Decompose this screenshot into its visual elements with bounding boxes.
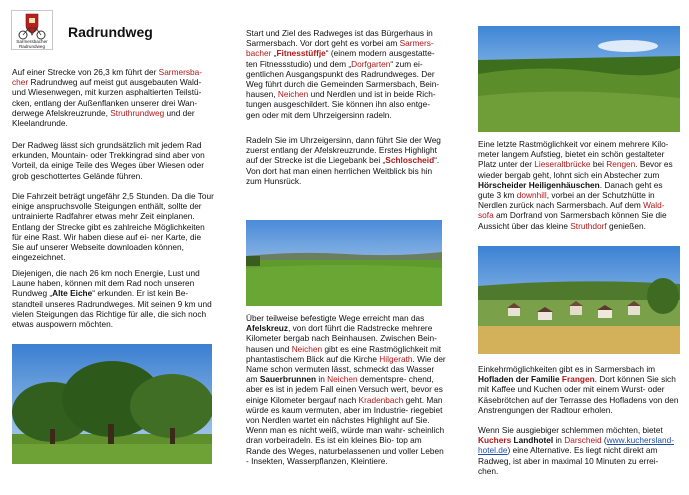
hotel-link-cont[interactable]: hotel.de [478, 445, 508, 456]
photo-trees [12, 344, 212, 464]
col2-paragraph-3: Über teilweise befestigte Wege erreicht man das Afelskreuz, von dort führt die Radstrecke mehrere Kilometer bergab nach Beinhausen. Zwischen Bein- hausen und Neichen gibt es eine Rastmöglichkeit mit phantastischem Blick auf die Kirche Hilgerath. Wie der Name schon vermuten lässt, schmeckt das Wasser am Sauerbrunnen in Neichen dementspre- chend, aber es ist in jedem Fall einen Versuch wert, bevor es einige Kilometer bergauf nach Kradenbach geht. Man würde es kaum vermuten, aber im Industrie- riegebiet von Nerdlen wartet ein nächstes Highlight auf Sie. Wenn man es nicht weiß, würde man wahr- scheinlich dran vorbeiradeln. Es ist ein kleines Bio- top am Rande des Weges, naturbelassenen und voller Leben - Insekten, Wasserpflanzen, Kleintiere. [246, 313, 446, 466]
photo-meadow [246, 220, 442, 306]
photo-hillside [478, 26, 680, 132]
bicycle-logo-icon [12, 11, 52, 49]
col1-paragraph-2: Der Radweg lässt sich grundsätzlich mit jedem Rad erkunden, Mountain- oder Trekkingrad sind aber von Vorteil, da einige Teile des Weges über Wiesen oder grob geschottertes Gelände führen. [12, 140, 205, 181]
col1-paragraph-3: Die Fahrzeit beträgt ungefähr 2,5 Stunden. Da die Tour einige anspruchsvolle Steigungen enthält, sollte der untrainierte Radfahrer etwas mehr Zeit einplanen. Entlang der Strecke gibt es zahlreiche Möglichkeiten für eine Rast. Wir haben diese auf ei- ner Karte, die Sie auf unserer Webseite downloaden können, eingezeichnet. [12, 191, 214, 263]
col3-paragraph-2: Einkehrmöglichkeiten gibt es in Sarmersbach im Hofladen der Familie Frangen. Dort können Sie sich mit Kaffee und Kuchen oder mit einem Wurst- oder Käsebrötchen auf der Terrasse des Hofladens von den Anstrengungen der Radtour erholen. [478, 364, 679, 415]
col2-paragraph-1: Start und Ziel des Radweges ist das Bürgerhaus in Sarmersbach. Vor dort geht es vorbei am Sarmers- bacher „Fitnesstüffje“ (einem modern ausgestatte- ten Fitnessstudio) und dem „Dorfgarten“ zum ei- gentlichen Ausgangspunkt des Radrundweges. Der Weg führt durch die Gemeinden Sarmersbach, Bein- hausen, Neichen und Nerdlen und ist in beide Rich- tungen ausgeschildert. Sie können ihn also entge- gen oder mit dem Uhrzeigersinn radeln. [246, 28, 440, 120]
logo [11, 10, 53, 50]
photo-village [478, 246, 680, 354]
hotel-link[interactable]: www.kuchersland- [606, 435, 674, 446]
logo-line1: Sarmersbacher [16, 39, 48, 44]
logo-line2: Radrundweg [18, 44, 46, 49]
col3-paragraph-1: Eine letzte Rastmöglichkeit vor einem mehrere Kilo- meter langem Aufstieg, bietet ein schön gestalteter Platz unter der Lieseraltbrücke bei Rengen. Bevor es wieder bergab geht, lohnt sich ein Abstecher zum Hörscheider Heiligenhäuschen. Danach geht es gute 3 km downhill, vorbei an der Schutzhütte in Nerdlen zurück nach Sarmersbach. Auf dem Wald- sofa am Dorfrand von Sarmersbach können Sie die Aussicht über das kleine Struthdorf genießen. [478, 139, 673, 231]
col1-paragraph-1: Auf einer Strecke von 26,3 km führt der Sarmersba- cher Radrundweg auf meist gut ausgebauten Wald- und Wiesenwegen, mit kurzen asphaltierten Teilstü- cken, entlang der Außenflanken unserer drei Wan- derwege Afelskreuzrunde, Struthrundweg und der Kleelandrunde. [12, 67, 202, 129]
col2-paragraph-2: Radeln Sie im Uhrzeigersinn, dann führt Sie der Weg zuerst entlang der Afelskreuzrunde. Erstes Highlight auf der Strecke ist die Liegebank bei „Schloscheid“. Von dort hat man einen herrlichen Weitblick bis hin zum Hunsrück. [246, 135, 441, 186]
page-title: Radrundweg [68, 24, 153, 40]
col1-paragraph-4: Diejenigen, die nach 26 km noch Energie, Lust und Laune haben, können mit dem Rad noch unseren Rundweg „Alte Eiche“ erkunden. Er ist kein Be- standteil unseres Radrundweges. Mit seinen 9 km und vielen Steigungen das Richtige für alle, die sich noch etwas auspowern möchten. [12, 268, 212, 330]
col3-paragraph-3: Wenn Sie ausgiebiger schlemmen möchten, bietet Kuchers Landhotel in Darscheid (www.kuchersland- hotel.de) eine Alternative. Es liegt nicht direkt am Radweg, ist aber in maximal 10 Minuten zu errei- chen. [478, 425, 674, 476]
